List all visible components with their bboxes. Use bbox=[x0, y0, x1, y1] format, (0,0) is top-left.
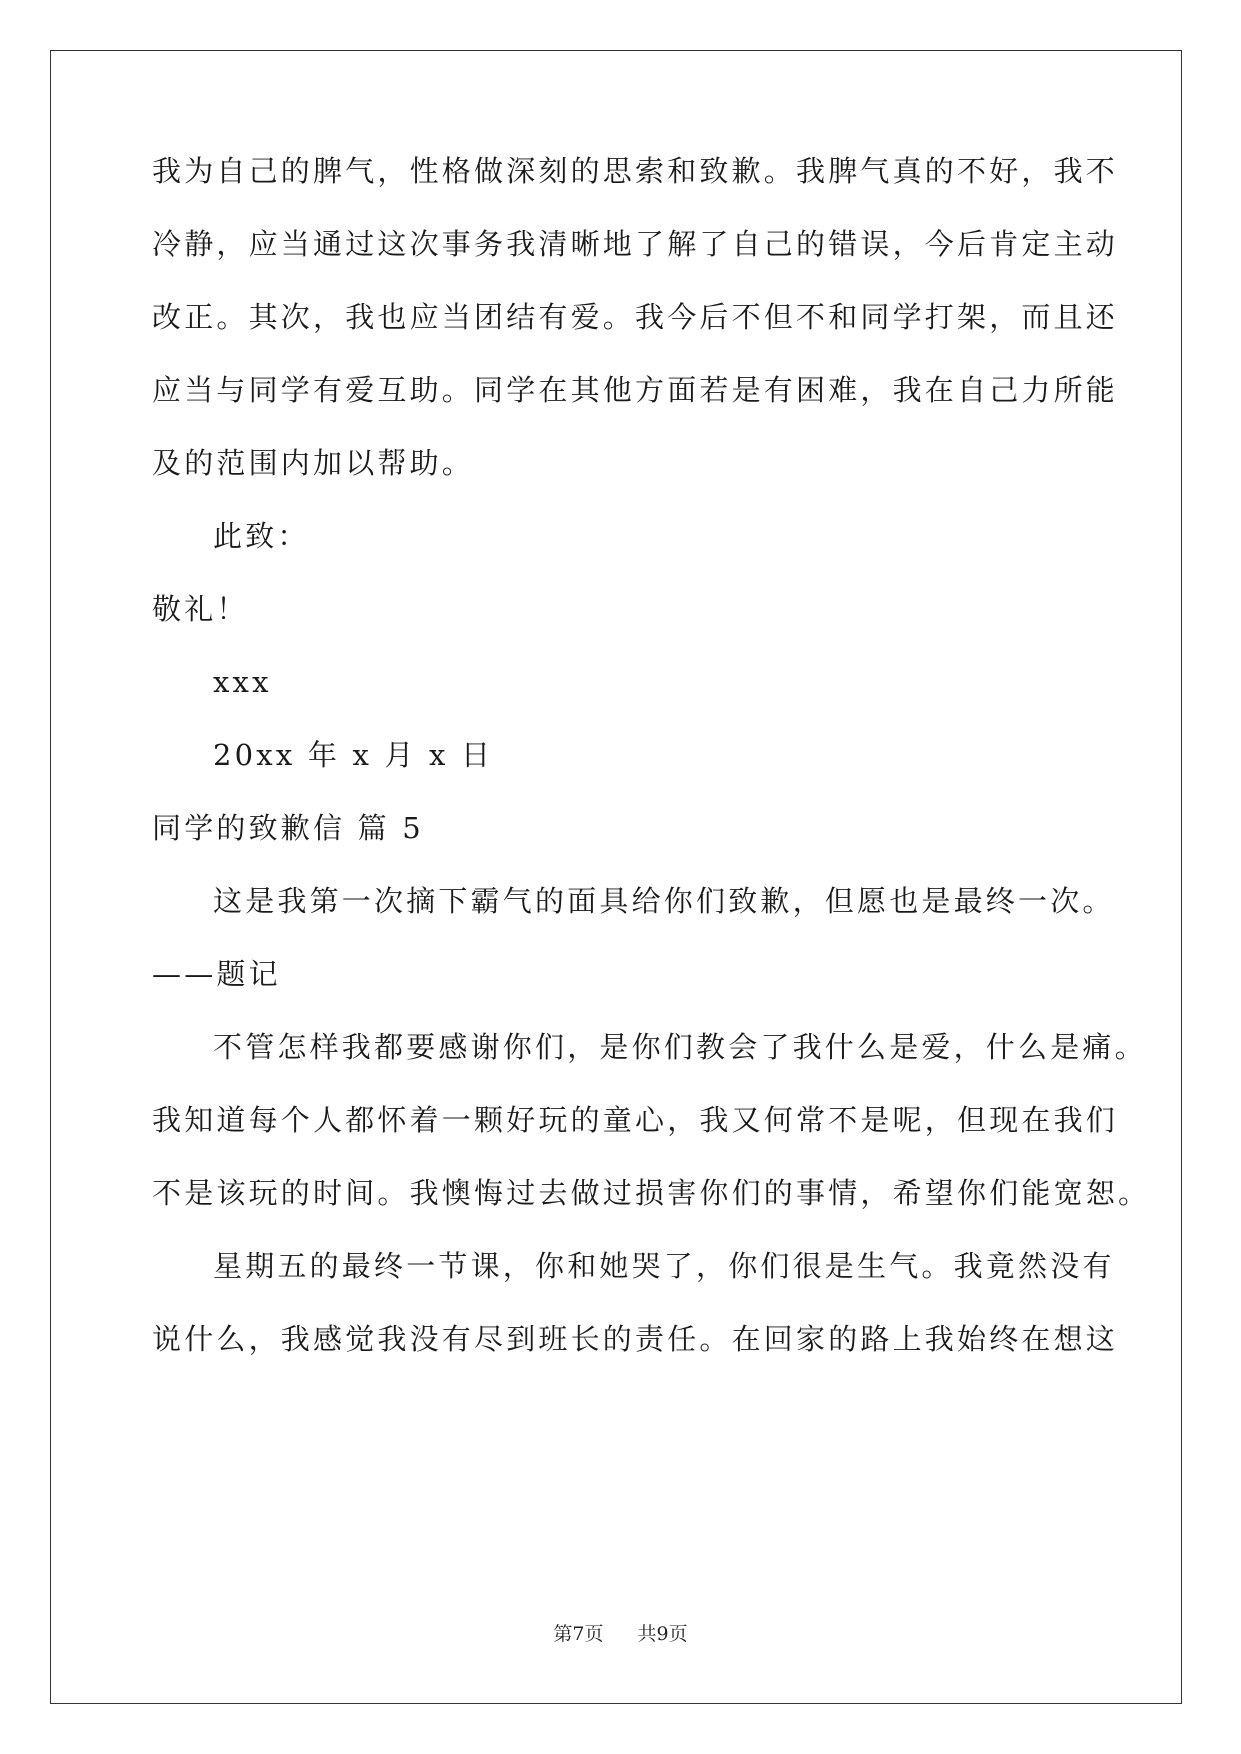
paragraph-line: 改正。其次，我也应当团结有爱。我今后不但不和同学打架，而且还 bbox=[152, 300, 1119, 334]
paragraph-line: 我为自己的脾气，性格做深刻的思索和致歉。我脾气真的不好，我不 bbox=[152, 154, 1119, 188]
paragraph-line: 不是该玩的时间。我懊悔过去做过损害你们的事情，希望你们能宽恕。 bbox=[152, 1176, 1151, 1210]
epigraph-attribution: ——题记 bbox=[152, 957, 281, 991]
page-footer bbox=[0, 1622, 1241, 1646]
signature-name: xxx bbox=[213, 665, 272, 699]
salutation: 此致： bbox=[213, 519, 310, 553]
section-title: 同学的致歉信 篇 5 bbox=[152, 811, 424, 845]
closing: 敬礼！ bbox=[152, 592, 249, 626]
paragraph-line: 不管怎样我都要感谢你们，是你们教会了我什么是爱，什么是痛。 bbox=[213, 1030, 1147, 1064]
paragraph-line: 我知道每个人都怀着一颗好玩的童心，我又何常不是呢，但现在我们 bbox=[152, 1103, 1119, 1137]
paragraph-line: 说什么，我感觉我没有尽到班长的责任。在回家的路上我始终在想这 bbox=[152, 1322, 1119, 1356]
paragraph-line: 这是我第一次摘下霸气的面具给你们致歉，但愿也是最终一次。 bbox=[213, 884, 1115, 918]
signature-date: 20xx 年 x 月 x 日 bbox=[213, 738, 494, 772]
page-number: 第7页 bbox=[553, 1623, 604, 1645]
paragraph-line: 星期五的最终一节课，你和她哭了，你们很是生气。我竟然没有 bbox=[213, 1249, 1115, 1283]
paragraph-line: 冷静，应当通过这次事务我清晰地了解了自己的错误，今后肯定主动 bbox=[152, 227, 1119, 261]
paragraph-line: 应当与同学有爱互助。同学在其他方面若是有困难，我在自己力所能 bbox=[152, 373, 1119, 407]
paragraph-line: 及的范围内加以帮助。 bbox=[152, 446, 475, 480]
page-total: 共9页 bbox=[637, 1623, 688, 1645]
